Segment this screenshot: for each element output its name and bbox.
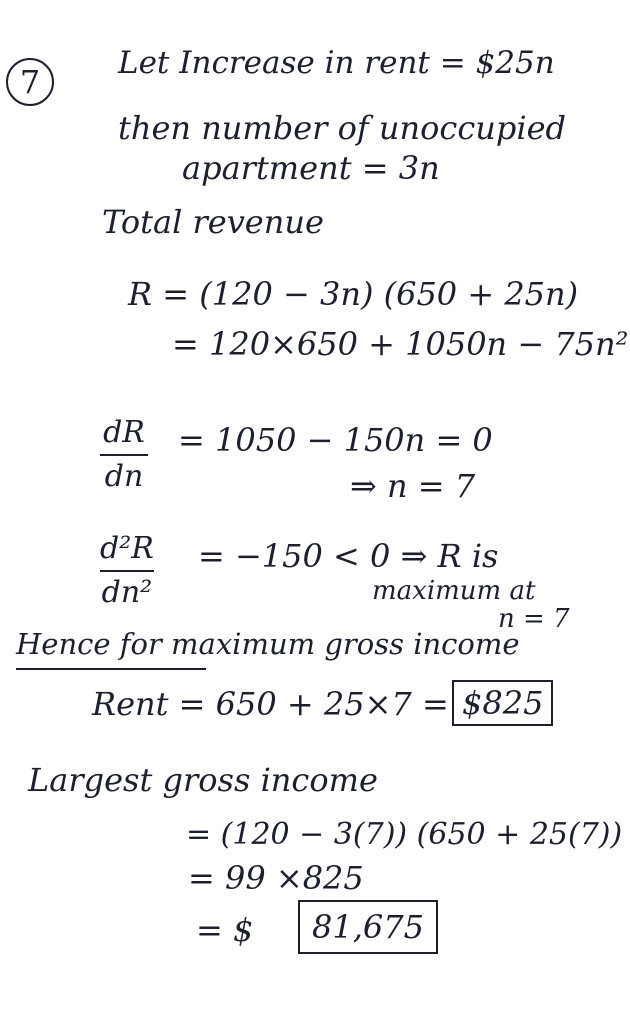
line-second-derivative: = −150 < 0 ⇒ R is — [198, 537, 499, 575]
line-largest-gross-income: Largest gross income — [28, 761, 378, 799]
line-income-substitution: = (120 − 3(7)) (650 + 25(7)) — [186, 817, 623, 852]
second-derivative-numerator: d²R — [100, 531, 154, 566]
line-number-unoccupied: then number of unoccupied — [118, 109, 566, 147]
line-first-derivative: = 1050 − 150n = 0 — [178, 421, 493, 459]
line-total-revenue: Total revenue — [102, 203, 324, 241]
second-derivative — [100, 531, 154, 610]
derivative-numerator: dR — [103, 415, 145, 450]
line-revenue-equation: R = (120 − 3n) (650 + 25n) — [128, 275, 579, 313]
line-n-equals-7: ⇒ n = 7 — [350, 467, 476, 505]
derivative-dR-dn — [100, 415, 148, 494]
derivative-denominator: dn — [104, 459, 144, 494]
line-at-n-7: n = 7 — [498, 604, 570, 634]
line-maximum-at: maximum at — [372, 576, 536, 606]
line-hence-maximum: Hence for maximum gross income — [16, 627, 520, 661]
line-apartments-3n: apartment = 3n — [182, 149, 440, 187]
fraction-bar — [100, 454, 148, 456]
line-rent-calculation: Rent = 650 + 25×7 = — [92, 685, 449, 723]
line-income-dollar: = $ — [196, 911, 254, 949]
boxed-rent-answer: $825 — [452, 680, 553, 726]
line-revenue-expanded: = 120×650 + 1050n − 75n² — [172, 325, 629, 363]
line-increase-in-rent: Let Increase in rent = $25n — [118, 45, 555, 81]
fraction-bar — [100, 570, 154, 572]
underline-hence — [16, 668, 206, 670]
line-income-product: = 99 ×825 — [188, 859, 364, 897]
boxed-income-answer: 81,675 — [298, 900, 438, 954]
second-derivative-denominator: dn² — [101, 575, 153, 610]
problem-number: 7 — [6, 58, 54, 106]
